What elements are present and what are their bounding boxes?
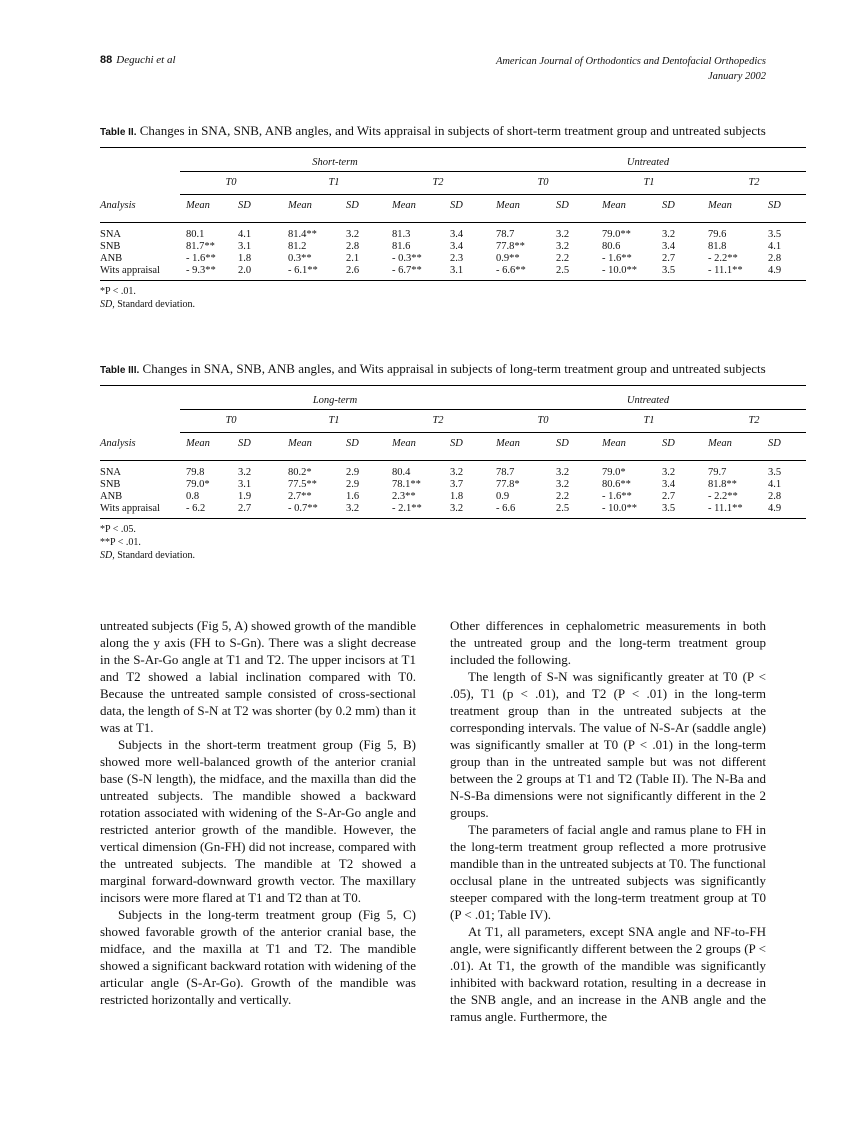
cell: - 6.2 — [180, 503, 232, 519]
table-2-col-header: Mean — [186, 200, 210, 211]
cell: - 10.0** — [596, 503, 656, 519]
row-label: SNA — [100, 229, 122, 240]
row-label: ANB — [100, 491, 123, 502]
table-2-grid — [100, 147, 806, 281]
cell: 79.0* — [186, 479, 210, 490]
cell: 4.9 — [762, 265, 806, 281]
cell: 81.2 — [288, 241, 307, 252]
table-2-caption — [100, 123, 766, 141]
table-3-group-header: Untreated — [490, 393, 806, 410]
table-3-group-header: Long-term — [180, 393, 490, 410]
cell: 2.7** — [288, 491, 312, 502]
cell: - 2.1** — [386, 503, 444, 519]
page-number: 88 — [100, 54, 113, 66]
cell: 81.3 — [392, 229, 411, 240]
cell: - 2.2** — [708, 491, 738, 502]
table-3-subgroup: T2 — [386, 410, 490, 433]
cell: 0.3** — [288, 253, 312, 264]
cell: 2.8 — [768, 253, 782, 264]
cell: 2.5 — [550, 503, 596, 519]
table-2-subgroup: T1 — [282, 172, 386, 195]
table-2-col-header: Mean — [602, 200, 626, 211]
cell: - 1.6** — [602, 253, 632, 264]
table-2-col-header: Mean — [496, 200, 520, 211]
cell: 2.3** — [392, 491, 416, 502]
running-author: Deguchi et al — [116, 54, 176, 66]
table-3-col-header: Mean — [602, 438, 626, 449]
cell: 78.7 — [496, 467, 515, 478]
cell: 80.1 — [186, 229, 205, 240]
table-2-subgroup: T2 — [386, 172, 490, 195]
table-3-title: Changes in SNA, SNB, ANB angles, and Wits appraisal in subjects of long-term treatment group and untreated subjects — [142, 361, 766, 376]
table-3-col-header: SD — [238, 438, 251, 449]
row-label: SNB — [100, 479, 121, 490]
table-row — [100, 265, 806, 281]
cell: 80.6** — [602, 479, 631, 490]
table-2-analysis-header: Analysis — [100, 199, 136, 211]
cell: - 6.7** — [386, 265, 444, 281]
table-2-footnotes — [100, 285, 766, 311]
cell: 2.7 — [662, 491, 676, 502]
table-3-col-header: SD — [346, 438, 359, 449]
table-3 — [100, 361, 782, 562]
table-3-subgroup: T1 — [596, 410, 702, 433]
cell: 80.2* — [288, 467, 312, 478]
table-3-subgroup: T0 — [490, 410, 596, 433]
table-3-grid — [100, 385, 806, 519]
table-3-col-header: Mean — [288, 438, 312, 449]
running-header-right — [496, 54, 766, 84]
table-3-col-header: Mean — [496, 438, 520, 449]
table-2-subgroup: T1 — [596, 172, 702, 195]
row-label: SNB — [100, 241, 121, 252]
table-2 — [100, 123, 782, 311]
cell: 2.9 — [346, 467, 360, 478]
cell: 2.3 — [450, 253, 464, 264]
cell: 1.8 — [238, 253, 252, 264]
footnote-sd-abbr: SD, — [100, 299, 115, 310]
cell: 3.4 — [662, 479, 676, 490]
running-header-left — [100, 54, 176, 66]
cell: 81.7** — [186, 241, 215, 252]
cell: 81.8 — [708, 241, 727, 252]
cell: 2.7 — [662, 253, 676, 264]
cell: 79.7 — [708, 467, 727, 478]
cell: 3.5 — [656, 265, 702, 281]
cell: 3.2 — [556, 229, 570, 240]
cell: 3.2 — [662, 467, 676, 478]
cell: 2.2 — [556, 253, 570, 264]
cell: 0.9** — [496, 253, 520, 264]
cell: - 10.0** — [596, 265, 656, 281]
cell: 3.1 — [238, 241, 252, 252]
row-label: SNA — [100, 467, 122, 478]
footnote: *P < .05. — [100, 524, 136, 535]
cell: 1.6 — [346, 491, 360, 502]
cell: 3.1 — [444, 265, 490, 281]
cell: 2.5 — [550, 265, 596, 281]
footnote-sd-abbr: SD, — [100, 550, 115, 561]
paragraph: The parameters of facial angle and ramus plane to FH in the long-term treatment group reflected a more protrusive mandible than in the untreated subjects at T0. The functional occlusal plane in the untreated subjects was significantly steeper compared with the long-term treatment group at T0 (P < .01; Table IV). — [450, 822, 766, 922]
footnote: *P < .01. — [100, 286, 136, 297]
cell: 81.8** — [708, 479, 737, 490]
table-2-subgroup: T0 — [180, 172, 282, 195]
cell: 3.5 — [656, 503, 702, 519]
table-row — [100, 491, 806, 503]
cell: 2.1 — [346, 253, 360, 264]
cell: 79.0** — [602, 229, 631, 240]
cell: 4.1 — [768, 479, 782, 490]
cell: 2.6 — [340, 265, 386, 281]
table-3-col-header: SD — [556, 438, 569, 449]
cell: 1.8 — [450, 491, 464, 502]
cell: 2.7 — [232, 503, 282, 519]
cell: 78.1** — [392, 479, 421, 490]
cell: 3.2 — [346, 229, 360, 240]
table-3-label: Table III. — [100, 365, 140, 376]
table-3-subgroup: T0 — [180, 410, 282, 433]
cell: 2.8 — [346, 241, 360, 252]
cell: 3.2 — [662, 229, 676, 240]
table-3-subgroup: T2 — [702, 410, 806, 433]
table-row — [100, 253, 806, 265]
table-2-col-header: Mean — [708, 200, 732, 211]
table-3-col-header: SD — [768, 438, 781, 449]
cell: 3.2 — [556, 467, 570, 478]
table-2-col-header: SD — [662, 200, 675, 211]
cell: - 6.6 — [490, 503, 550, 519]
cell: 1.9 — [238, 491, 252, 502]
cell: 3.5 — [768, 229, 782, 240]
cell: 3.1 — [238, 479, 252, 490]
table-3-col-header: Mean — [708, 438, 732, 449]
cell: 77.8* — [496, 479, 520, 490]
paragraph: untreated subjects (Fig 5, A) showed growth of the mandible along the y axis (FH to S-Gn). There was a slight decrease in the S-Ar-Go angle at T1 and T2. The upper incisors at T1 and T2 showed a labial inclination compared with T0. Because the untreated sample consisted of cross-sectional data, the length of S-N at T2 was shorter (by 0.2 mm) than it was at T1. — [100, 618, 416, 735]
cell: 4.1 — [768, 241, 782, 252]
table-2-subgroup: T2 — [702, 172, 806, 195]
cell: 3.7 — [450, 479, 464, 490]
cell: - 0.3** — [392, 253, 422, 264]
cell: 81.4** — [288, 229, 317, 240]
table-row — [100, 503, 806, 519]
row-label: Wits appraisal — [100, 503, 180, 519]
journal-name: American Journal of Orthodontics and Dentofacial Orthopedics — [495, 56, 766, 67]
issue-date: January 2002 — [707, 71, 766, 82]
paragraph: At T1, all parameters, except SNA angle and NF-to-FH angle, were significantly different between the 2 groups (P < .01). At T1, the growth of the mandible was significantly inhibited with backward rotation, resulting in a decrease in the SNB angle, and an increase in the ANB angle and the ramus angle. Furthermore, the — [450, 924, 766, 1024]
cell: 3.2 — [444, 503, 490, 519]
body-column-right — [450, 617, 766, 1025]
cell: - 0.7** — [282, 503, 340, 519]
table-3-col-header: SD — [450, 438, 463, 449]
cell: 2.2 — [556, 491, 570, 502]
cell: 4.1 — [238, 229, 252, 240]
table-2-col-header: SD — [768, 200, 781, 211]
table-row — [100, 229, 806, 241]
table-2-label: Table II. — [100, 127, 137, 138]
cell: 3.2 — [238, 467, 252, 478]
table-3-caption — [100, 361, 766, 379]
paragraph: The length of S-N was significantly greater at T0 (P < .05), T1 (p < .01), and T2 (P < .01) in the long-term treatment group than in the untreated subjects at the corresponding intervals. The value of N-S-Ar (saddle angle) was significantly smaller at T0 (P < .01) in the long-term group than in the untreated sample but was not different between the 2 groups at T1 and T2 (Table II). The N-Ba and N-S-Ba dimensions were not significantly different in the 2 groups. — [450, 669, 766, 820]
cell: - 9.3** — [180, 265, 232, 281]
cell: - 1.6** — [186, 253, 216, 264]
cell: 2.9 — [346, 479, 360, 490]
body-column-left — [100, 617, 416, 1008]
table-2-group-header: Untreated — [490, 155, 806, 172]
table-row — [100, 467, 806, 479]
table-2-col-header: SD — [556, 200, 569, 211]
cell: - 11.1** — [702, 503, 762, 519]
cell: 81.6 — [392, 241, 411, 252]
cell: 4.9 — [762, 503, 806, 519]
table-3-subgroup: T1 — [282, 410, 386, 433]
cell: 0.9 — [496, 491, 510, 502]
cell: 3.4 — [450, 241, 464, 252]
cell: - 1.6** — [602, 491, 632, 502]
paragraph: Subjects in the short-term treatment group (Fig 5, B) showed more well-balanced growth of the anterior cranial base (S-N length), the midface, and the maxilla than did the untreated subjects. The mandible showed a backward rotation associated with widening of the S-Ar-Go angle and restricted anterior growth of the mandible. However, the vertical dimension (Gn-FH) did not increase, compared with the untreated subjects. The mandible at T2 showed a marginal forward-downward growth vector. The maxillary incisors were more flared at T1 and T2 than at T0. — [100, 737, 416, 905]
cell: - 6.6** — [490, 265, 550, 281]
cell: 3.2 — [340, 503, 386, 519]
cell: 2.8 — [768, 491, 782, 502]
cell: 78.7 — [496, 229, 515, 240]
cell: 3.2 — [450, 467, 464, 478]
footnote-sd — [100, 549, 766, 562]
table-2-col-header: SD — [450, 200, 463, 211]
paragraph: Subjects in the long-term treatment group (Fig 5, C) showed favorable growth of the anterior cranial base, the midface, and the maxilla at T1 and T2. The mandible showed a significant backward rotation with widening of the articular angle (S-Ar-Go). Growth of the mandible was restricted horizontally and vertically. — [100, 907, 416, 1007]
cell: 0.8 — [186, 491, 200, 502]
cell: 80.4 — [392, 467, 411, 478]
table-3-col-header: Mean — [392, 438, 416, 449]
cell: - 11.1** — [702, 265, 762, 281]
table-2-subgroup: T0 — [490, 172, 596, 195]
row-label: Wits appraisal — [100, 265, 180, 281]
cell: - 2.2** — [708, 253, 738, 264]
table-2-col-header: SD — [238, 200, 251, 211]
cell: 2.0 — [232, 265, 282, 281]
cell: 3.2 — [556, 479, 570, 490]
cell: 3.2 — [556, 241, 570, 252]
table-2-col-header: Mean — [288, 200, 312, 211]
cell: 79.8 — [186, 467, 205, 478]
cell: 3.5 — [768, 467, 782, 478]
table-row — [100, 241, 806, 253]
footnote-sd — [100, 298, 766, 311]
cell: - 6.1** — [282, 265, 340, 281]
cell: 79.0* — [602, 467, 626, 478]
cell: 79.6 — [708, 229, 727, 240]
row-label: ANB — [100, 253, 123, 264]
cell: 3.4 — [662, 241, 676, 252]
table-3-col-header: SD — [662, 438, 675, 449]
cell: 3.4 — [450, 229, 464, 240]
table-3-analysis-header: Analysis — [100, 437, 136, 449]
table-2-col-header: Mean — [392, 200, 416, 211]
table-2-col-header: SD — [346, 200, 359, 211]
table-3-col-header: Mean — [186, 438, 210, 449]
footnote-sd-text: Standard deviation. — [117, 299, 195, 310]
cell: 80.6 — [602, 241, 621, 252]
paragraph: Other differences in cephalometric measurements in both the untreated group and the long-term treatment group included the following. — [450, 618, 766, 667]
table-2-title: Changes in SNA, SNB, ANB angles, and Wits appraisal in subjects of short-term treatment group and untreated subjects — [139, 123, 766, 138]
footnote-sd-text: Standard deviation. — [117, 550, 195, 561]
footnote: **P < .01. — [100, 537, 141, 548]
table-2-group-header: Short-term — [180, 155, 490, 172]
cell: 77.5** — [288, 479, 317, 490]
table-row — [100, 479, 806, 491]
table-3-footnotes — [100, 523, 766, 562]
cell: 77.8** — [496, 241, 525, 252]
